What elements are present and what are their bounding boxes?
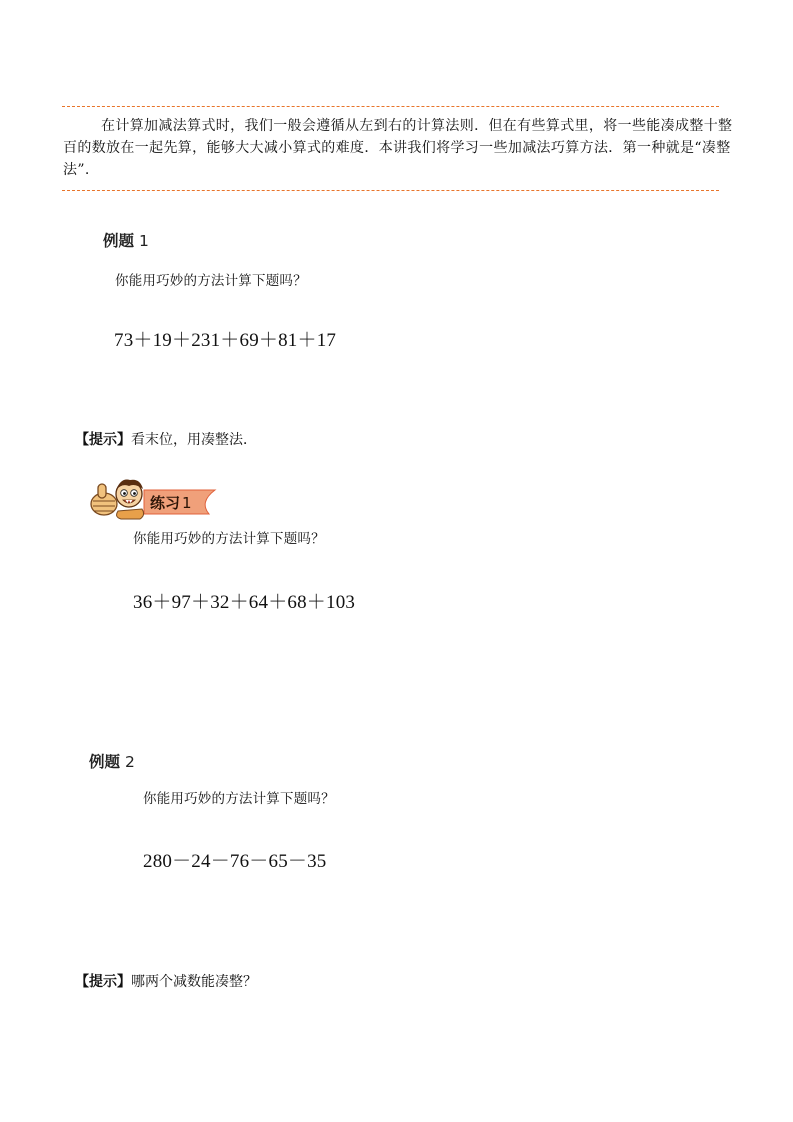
example-2-number: 2: [125, 753, 135, 771]
example-1-hint-text: 看末位，用凑整法．: [131, 432, 257, 448]
practice-1-number: 1: [182, 494, 192, 512]
example-1-expression: 73＋19＋231＋69＋81＋17: [114, 330, 337, 351]
intro-line-2: 百的数放在一起先算，能够大大减小算式的难度．本讲我们将学习一些加减法巧算方法．第一种就是“凑整: [63, 140, 731, 156]
intro-paragraph: [63, 115, 733, 181]
intro-line-1: 在计算加减法算式时，我们一般会遵循从左到右的计算法则．但在有些算式里，将一些能凑成整十整: [101, 118, 733, 134]
practice-1-expression: 36＋97＋32＋64＋68＋103: [133, 592, 356, 613]
intro-bottom-rule: [62, 190, 719, 191]
example-1-question: 你能用巧妙的方法计算下题吗？: [115, 273, 307, 289]
example-2-hint-tag: 【提示】: [75, 974, 131, 990]
example-2-hint-text: 哪两个减数能凑整？: [131, 974, 257, 990]
example-1-label: 例题: [103, 232, 135, 250]
example-1-hint-tag: 【提示】: [75, 432, 131, 448]
example-1-number: 1: [139, 232, 149, 250]
example-2-hint: [75, 971, 257, 991]
practice-1-label: 练习: [150, 494, 181, 512]
example-1-heading: [103, 229, 149, 251]
practice-1-title: [150, 492, 192, 513]
example-2-label: 例题: [89, 753, 121, 771]
intro-line-3: 法”.: [63, 162, 90, 178]
practice-1-question: 你能用巧妙的方法计算下题吗？: [133, 531, 325, 547]
example-2-heading: [89, 750, 135, 772]
intro-top-rule: [62, 106, 719, 107]
example-2-expression: 280－24－76－65－35: [143, 851, 327, 872]
example-2-question: 你能用巧妙的方法计算下题吗？: [143, 791, 335, 807]
practice-1-badge: [88, 473, 228, 521]
example-1-hint: [75, 429, 257, 449]
